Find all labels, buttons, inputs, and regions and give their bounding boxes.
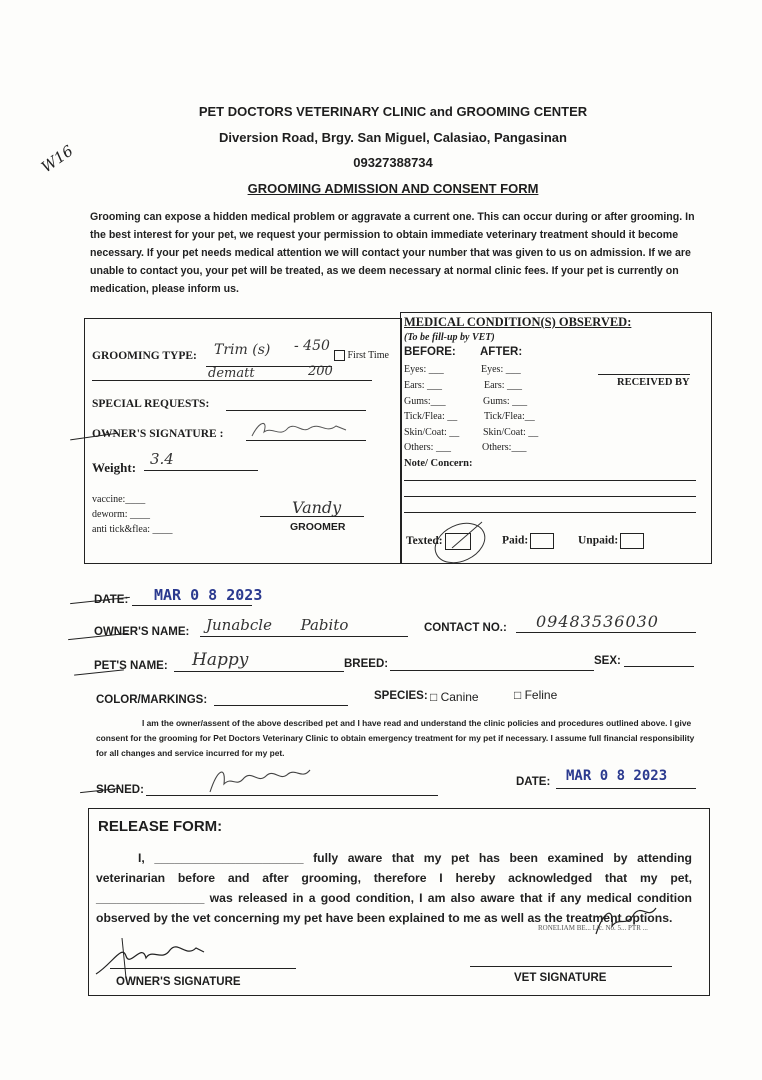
after-item: Skin/Coat: __ [483, 427, 539, 438]
vaccine-label: vaccine:____ [92, 494, 146, 505]
owner-release-sig-label: OWNER'S SIGNATURE [116, 976, 241, 988]
owner-name-value: Junabcle Pabito [206, 616, 349, 634]
grooming-price-1: - 450 [294, 338, 330, 354]
grooming-type-value-2: dematt [208, 366, 255, 381]
after-item: Eyes: ___ [481, 364, 521, 375]
signed-date-value: MAR 0 8 2023 [566, 768, 668, 784]
weight-label: Weight: [92, 460, 137, 475]
color-markings-line [214, 705, 348, 706]
note-concern-label: Note/ Concern: [404, 458, 473, 469]
first-time-checkbox[interactable] [334, 350, 389, 361]
first-time-label: First Time [347, 350, 389, 361]
paid-label: Paid: [502, 534, 529, 547]
weight-line [144, 470, 258, 471]
owner-name-label: OWNER'S NAME: [94, 626, 190, 638]
grooming-price-2: 200 [308, 364, 333, 379]
after-item: Others:___ [482, 442, 527, 453]
texted-check-mark [432, 518, 492, 568]
species-label: SPECIES: [374, 690, 428, 702]
received-by-label: RECEIVED BY [617, 377, 690, 388]
groomer-label: GROOMER [290, 521, 346, 533]
grooming-type-label: GROOMING TYPE: [92, 350, 197, 362]
clinic-name: PET DOCTORS VETERINARY CLINIC and GROOMING CENTER [198, 104, 588, 119]
before-item: Others: ___ [404, 442, 451, 453]
clinic-address: Diversion Road, Brgy. San Miguel, Calasiao, Pangasinan [219, 130, 567, 145]
date-line [132, 605, 252, 606]
color-markings-label: COLOR/MARKINGS: [96, 694, 208, 706]
pet-name-line [174, 671, 344, 672]
owner-signature-label: OWNER'S SIGNATURE : [92, 428, 224, 440]
signed-date-label: DATE: [516, 776, 551, 788]
signed-label: SIGNED: [96, 784, 144, 796]
groomer-line [260, 516, 364, 517]
intro-paragraph: Grooming can expose a hidden medical problem or aggravate a current one. This can occur during or after grooming. In the best interest for your pet, we request your permission to obtain immediate veterinary treatment should it become necessary. If your pet needs medical attention we will contact your number that was given to us on admission. If we are unable to contact you, your pet will be treated, as we deem necessary at normal clinic fees. If your pet is currently on medication, please inform us. [90, 211, 695, 295]
vet-sig-label: VET SIGNATURE [514, 972, 607, 984]
release-title: RELEASE FORM: [98, 818, 223, 835]
paid-checkbox[interactable] [502, 533, 554, 549]
before-item: Ears: ___ [404, 380, 443, 391]
pet-name-label: PET'S NAME: [94, 660, 168, 672]
signed-signature [206, 762, 316, 798]
unpaid-checkbox[interactable] [578, 533, 644, 549]
grooming-type-value: Trim (s) [214, 342, 271, 358]
sex-label: SEX: [594, 655, 621, 667]
contact-label: CONTACT NO.: [424, 622, 507, 634]
medical-subtitle: (To be fill-up by VET) [404, 332, 495, 343]
corner-note: W16 [37, 141, 77, 177]
special-requests-line [226, 410, 366, 411]
before-item: Skin/Coat: __ [404, 427, 460, 438]
signed-date-line [556, 788, 696, 789]
canine-option[interactable]: □ Canine [430, 690, 479, 704]
note-line [404, 480, 696, 481]
texted-label: Texted: [406, 535, 443, 548]
after-item: Tick/Flea:__ [484, 411, 535, 422]
consent-paragraph: I am the owner/assent of the above described pet and I have read and understand the clinic policies and procedures outlined above. I give consent for the grooming for Pet Doctors Veterinary Clinic to obtain emergency treatment for my pet if necessary. I assume full financial responsibility for all changes and service incurred for my pet. [96, 718, 695, 758]
weight-value: 3.4 [150, 450, 174, 468]
owner-signature-scribble [250, 418, 350, 444]
after-item: Ears: ___ [484, 380, 523, 391]
owner-release-sig-line [110, 968, 296, 969]
clinic-phone: 09327388734 [353, 155, 433, 170]
before-item: Tick/Flea: __ [404, 411, 458, 422]
medical-title: MEDICAL CONDITION(S) OBSERVED: [404, 315, 632, 329]
contact-line [516, 632, 696, 633]
sex-line [624, 666, 694, 667]
form-title: GROOMING ADMISSION AND CONSENT FORM [247, 181, 539, 196]
date-label: DATE: [94, 594, 129, 606]
before-item: Eyes: ___ [404, 364, 444, 375]
deworm-label: deworm: ____ [92, 509, 151, 520]
anti-tick-label: anti tick&flea: ____ [92, 524, 173, 535]
after-label: AFTER: [480, 346, 523, 358]
feline-option[interactable]: □ Feline [514, 688, 558, 702]
date-value: MAR 0 8 2023 [154, 586, 263, 604]
grooming-type-line-2 [92, 380, 372, 381]
breed-label: BREED: [344, 658, 389, 670]
owner-name-line [200, 636, 408, 637]
groomer-name: Vandy [292, 498, 342, 517]
vet-sig-line [470, 966, 672, 967]
unpaid-label: Unpaid: [578, 534, 619, 547]
vet-stamp: RONELIAM BE... Lic. No. 5... PTR ... [538, 924, 648, 932]
after-item: Gums: ___ [483, 396, 528, 407]
pet-name-value: Happy [192, 650, 249, 670]
note-line [404, 496, 696, 497]
vet-signature [590, 900, 660, 940]
breed-line [390, 670, 594, 671]
contact-value: 09483536030 [536, 612, 659, 631]
before-label: BEFORE: [404, 346, 456, 358]
special-requests-label: SPECIAL REQUESTS: [92, 398, 210, 410]
received-by-line [598, 374, 690, 375]
before-item: Gums:___ [404, 396, 446, 407]
release-body: I, ______________________ fully aware that my pet has been examined by attending veterinarian before and after grooming, therefore I hereby acknowledged that my pet, ________________ was released in a good condition, I am also aware that if any medical condition observed by the vet concerning my pet have been explained to me as well as the treatment options. [96, 851, 692, 925]
note-line [404, 512, 696, 513]
